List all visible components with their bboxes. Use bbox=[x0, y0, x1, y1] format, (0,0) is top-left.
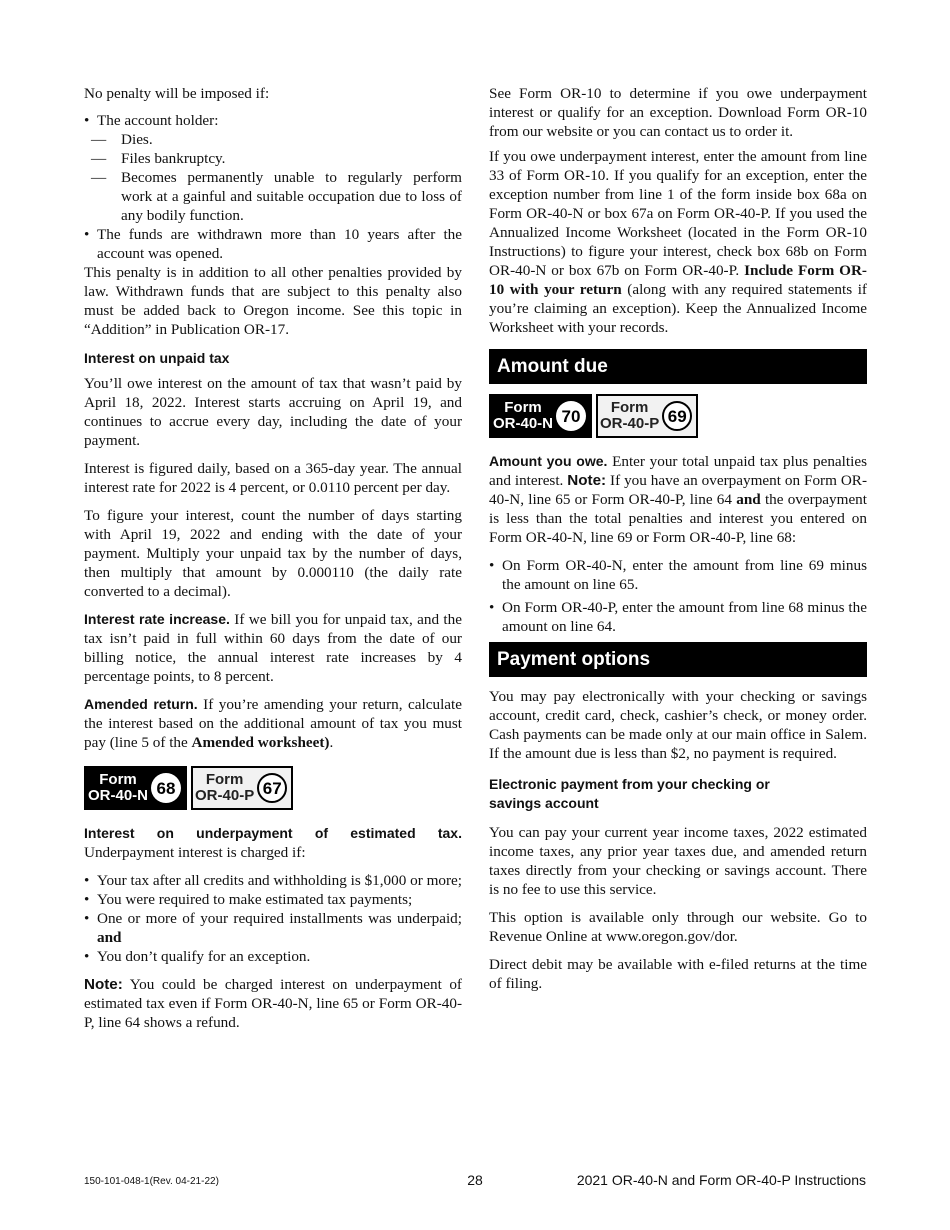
payment-paragraph: You may pay electronically with your checking or savings account, credit card, check, cashier’s check, or money order. Cash payments can be made only at our main office in Salem. If the amount due is less than $2, no payment is required. bbox=[489, 688, 867, 762]
amended-worksheet-ref: Amended worksheet) bbox=[191, 734, 330, 751]
list-item: • On Form OR-40-P, enter the amount from line 68 minus the amount on line 64. bbox=[489, 598, 867, 636]
badge-line-number: 70 bbox=[556, 401, 586, 431]
or10-paragraph-2 bbox=[489, 147, 867, 337]
amount-owe-and: and bbox=[736, 491, 761, 508]
badge-form-name: OR-40-P bbox=[195, 787, 255, 804]
badge-form-label: Form bbox=[610, 399, 649, 416]
form-code: 150-101-048-1(Rev. 04-21-22) bbox=[84, 1176, 219, 1187]
amount-owe-text-c: the overpayment is less than the total penalties and interest you entered on Form OR-40-N, line 69 or Form OR-40-P, line 68: bbox=[489, 491, 867, 546]
amount-owe-text-b: If you have an overpayment on Form OR-40-N, line 65 or Form OR-40-P, line 64 bbox=[489, 472, 867, 508]
list-item: • You don’t qualify for an exception. bbox=[84, 947, 462, 966]
underpayment-conditions-list bbox=[84, 871, 462, 966]
amended-end: . bbox=[329, 734, 334, 751]
note-paragraph bbox=[84, 975, 462, 1032]
account-holder-text: The account holder: bbox=[97, 112, 219, 129]
penalty-intro: No penalty will be imposed if: bbox=[84, 85, 270, 102]
amended-text: If you’re amending your return, calculate the interest based on the additional amount of tax you must pay (line 5 of the bbox=[84, 696, 462, 751]
electronic-paragraph-2: This option is available only through our website. Go to Revenue Online at www.oregon.gov/dor. bbox=[489, 909, 867, 945]
rate-increase-label: Interest rate increase. bbox=[84, 611, 230, 627]
list-item: — Files bankruptcy. bbox=[84, 149, 462, 168]
amount-due-heading: Amount due bbox=[489, 349, 867, 384]
form-badge-or40p-69 bbox=[596, 394, 698, 438]
list-item: • The funds are withdrawn more than 10 years after the account was opened. bbox=[84, 225, 462, 263]
interest-paragraph-2: Interest is figured daily, based on a 365-day year. The annual interest rate for 2022 is 4 percent, or 0.0110 percent per day. bbox=[84, 460, 462, 496]
list-item bbox=[84, 111, 462, 225]
rate-increase-text: If we bill you for unpaid tax, and the tax isn’t paid in full within 60 days from the date of our billing notice, the annual interest rate increases by 4 percentage points, to 8 percent. bbox=[84, 611, 462, 685]
rate-increase-paragraph bbox=[84, 610, 462, 686]
or10-paragraph-1: See Form OR-10 to determine if you owe underpayment interest or qualify for an exception. Download Form OR-10 from our website or you can contact us to order it. bbox=[489, 85, 867, 140]
page-footer bbox=[84, 1172, 866, 1192]
electronic-heading-line-2: savings account bbox=[489, 795, 599, 811]
badge-form-name: OR-40-N bbox=[88, 787, 149, 804]
amount-owe-label: Amount you owe. bbox=[489, 453, 608, 469]
interest-unpaid-heading: Interest on unpaid tax bbox=[84, 350, 230, 366]
penalty-addition-text: This penalty is in addition to all other penalties provided by law. Withdrawn funds that are subject to this penalty also must be added back to Oregon income. See this topic in “Addition” in Publication OR-17. bbox=[84, 264, 462, 338]
penalty-exceptions-list bbox=[84, 111, 462, 263]
badge-line-number: 67 bbox=[257, 773, 287, 803]
interest-paragraph-1: You’ll owe interest on the amount of tax that wasn’t paid by April 18, 2022. Interest starts accruing on April 19, and continues to accrue every day, including the date of your payment. bbox=[84, 375, 462, 449]
badge-form-label: Form bbox=[504, 399, 542, 416]
underpayment-paragraph bbox=[84, 824, 462, 862]
note-label: Note: bbox=[84, 976, 123, 993]
list-item-and: and bbox=[97, 929, 122, 946]
or10-text-b: (along with any required statements if you’re claiming an exception). Keep the Annualized Income Worksheet with your records. bbox=[489, 281, 867, 336]
payment-options-heading: Payment options bbox=[489, 642, 867, 677]
left-column bbox=[84, 84, 462, 1041]
list-item: — Becomes permanently unable to regularly perform work at a gainful and suitable occupation due to loss of any bodily function. bbox=[84, 168, 462, 225]
electronic-paragraph-1: You can pay your current year income taxes, 2022 estimated income taxes, any prior year taxes due, and amended return taxes directly from your checking or savings account. There is no fee to use this service. bbox=[489, 824, 867, 898]
amount-owe-text-a: Enter your total unpaid tax plus penalties and interest. bbox=[489, 453, 867, 489]
amended-label: Amended return. bbox=[84, 696, 198, 712]
form-badge-or40p-67 bbox=[191, 766, 293, 810]
badge-form-name: OR-40-P bbox=[600, 415, 660, 432]
list-item: • Your tax after all credits and withholding is $1,000 or more; bbox=[84, 871, 462, 890]
electronic-payment-heading bbox=[489, 775, 867, 813]
form-badge-or40n-70 bbox=[489, 394, 592, 438]
list-item: • You were required to make estimated tax payments; bbox=[84, 890, 462, 909]
badge-line-number: 69 bbox=[662, 401, 692, 431]
interest-paragraph-3: To figure your interest, count the number of days starting with April 19, 2022 and ending with the date of your payment. Multiply your unpaid tax by the number of days, then multiply that amount by 0.000110 (the daily rate converted to a decimal). bbox=[84, 507, 462, 600]
page-number: 28 bbox=[467, 1172, 483, 1188]
amount-owe-paragraph bbox=[489, 452, 867, 547]
account-holder-list bbox=[84, 130, 462, 225]
right-column bbox=[489, 84, 867, 1002]
line-badges-68-67 bbox=[84, 766, 462, 810]
badge-form-label: Form bbox=[99, 771, 137, 788]
line-badges-70-69 bbox=[489, 394, 867, 438]
amended-paragraph bbox=[84, 695, 462, 752]
badge-form-label: Form bbox=[205, 771, 244, 788]
electronic-paragraph-3: Direct debit may be available with e-filed returns at the time of filing. bbox=[489, 956, 867, 992]
electronic-heading-line-1: Electronic payment from your checking or bbox=[489, 776, 770, 792]
list-item: • On Form OR-40-N, enter the amount from line 69 minus the amount on line 65. bbox=[489, 556, 867, 594]
underpayment-label: Interest on underpayment of estimated tax. bbox=[84, 825, 462, 841]
amount-owe-list bbox=[489, 556, 867, 636]
form-badge-or40n-68 bbox=[84, 766, 187, 810]
badge-form-name: OR-40-N bbox=[493, 415, 554, 432]
or10-text-a: If you owe underpayment interest, enter the amount from line 33 of Form OR-10. If you qualify for an exception, enter the exception number from line 1 of the form inside box 68a on Form OR-40-N or box 67a on Form OR-40-P. If you used the Annualized Income Worksheet (located in the Form OR-10 Instructions) to figure your interest, check box 68b on Form OR-40-N or box 67b on Form OR-40-P. bbox=[489, 148, 867, 279]
note-text: You could be charged interest on underpayment of estimated tax even if Form OR-40-N, line 65 or Form OR-40-P, line 64 shows a refund. bbox=[84, 976, 462, 1031]
list-item-text: One or more of your required installments was underpaid; bbox=[97, 910, 462, 927]
amount-owe-note: Note: bbox=[567, 472, 607, 489]
underpayment-text: Underpayment interest is charged if: bbox=[84, 844, 306, 861]
or10-include-note: Include Form OR-10 with your return bbox=[489, 262, 867, 298]
badge-line-number: 68 bbox=[151, 773, 181, 803]
list-item bbox=[84, 909, 462, 947]
list-item: — Dies. bbox=[84, 130, 462, 149]
document-title: 2021 OR-40-N and Form OR-40-P Instructions bbox=[576, 1172, 866, 1188]
